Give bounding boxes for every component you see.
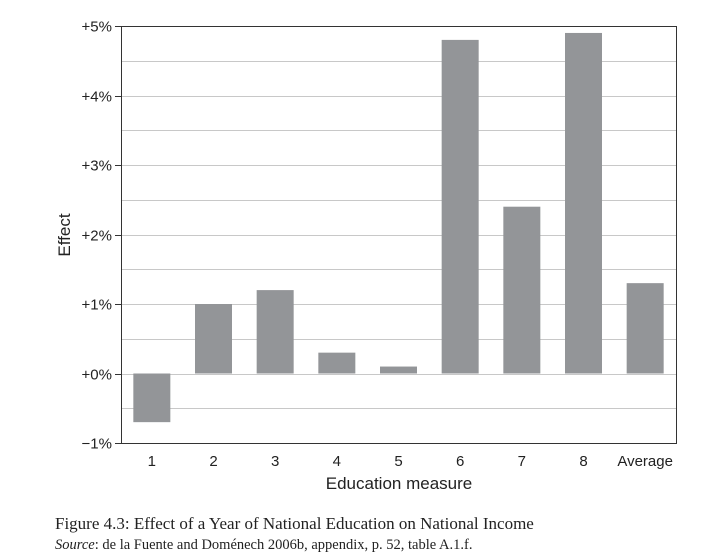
x-tick-label: 4 xyxy=(332,453,342,470)
source-label: Source xyxy=(55,537,95,553)
x-axis-title: Education measure xyxy=(325,474,473,493)
x-tick-label: 1 xyxy=(147,453,157,470)
bar-4 xyxy=(318,353,355,374)
bar-3 xyxy=(257,290,294,373)
y-tick-label: +3% xyxy=(81,157,112,175)
y-axis-title: Effect xyxy=(55,213,74,257)
y-tick-label: +0% xyxy=(81,366,112,384)
bar-6 xyxy=(442,40,479,374)
bar-1 xyxy=(133,374,170,423)
bar-8 xyxy=(565,33,602,374)
y-tick-label: +2% xyxy=(81,227,112,245)
bar-5 xyxy=(380,367,417,374)
figure-source xyxy=(55,537,472,554)
x-tick-label: 5 xyxy=(394,453,403,470)
y-tick-label: +5% xyxy=(81,18,112,36)
bar-7 xyxy=(503,207,540,374)
x-tick-label: 7 xyxy=(517,453,527,470)
bar-2 xyxy=(195,304,232,374)
bars xyxy=(133,33,663,422)
source-text: : de la Fuente and Doménech 2006b, appendix, p. 52, table A.1.f. xyxy=(94,537,473,553)
x-tick-label: Average xyxy=(617,453,673,470)
y-tick-label: +4% xyxy=(81,88,112,106)
x-tick-label: 3 xyxy=(270,453,280,470)
y-tick-label: +1% xyxy=(81,296,112,314)
x-tick-label: 8 xyxy=(579,453,588,470)
x-tick-label: 2 xyxy=(209,453,218,470)
bar-average xyxy=(627,283,664,373)
x-tick-label: 6 xyxy=(455,453,465,470)
y-tick-label: −1% xyxy=(81,435,112,453)
figure-caption: Figure 4.3: Effect of a Year of National Education on National Income xyxy=(55,514,534,533)
